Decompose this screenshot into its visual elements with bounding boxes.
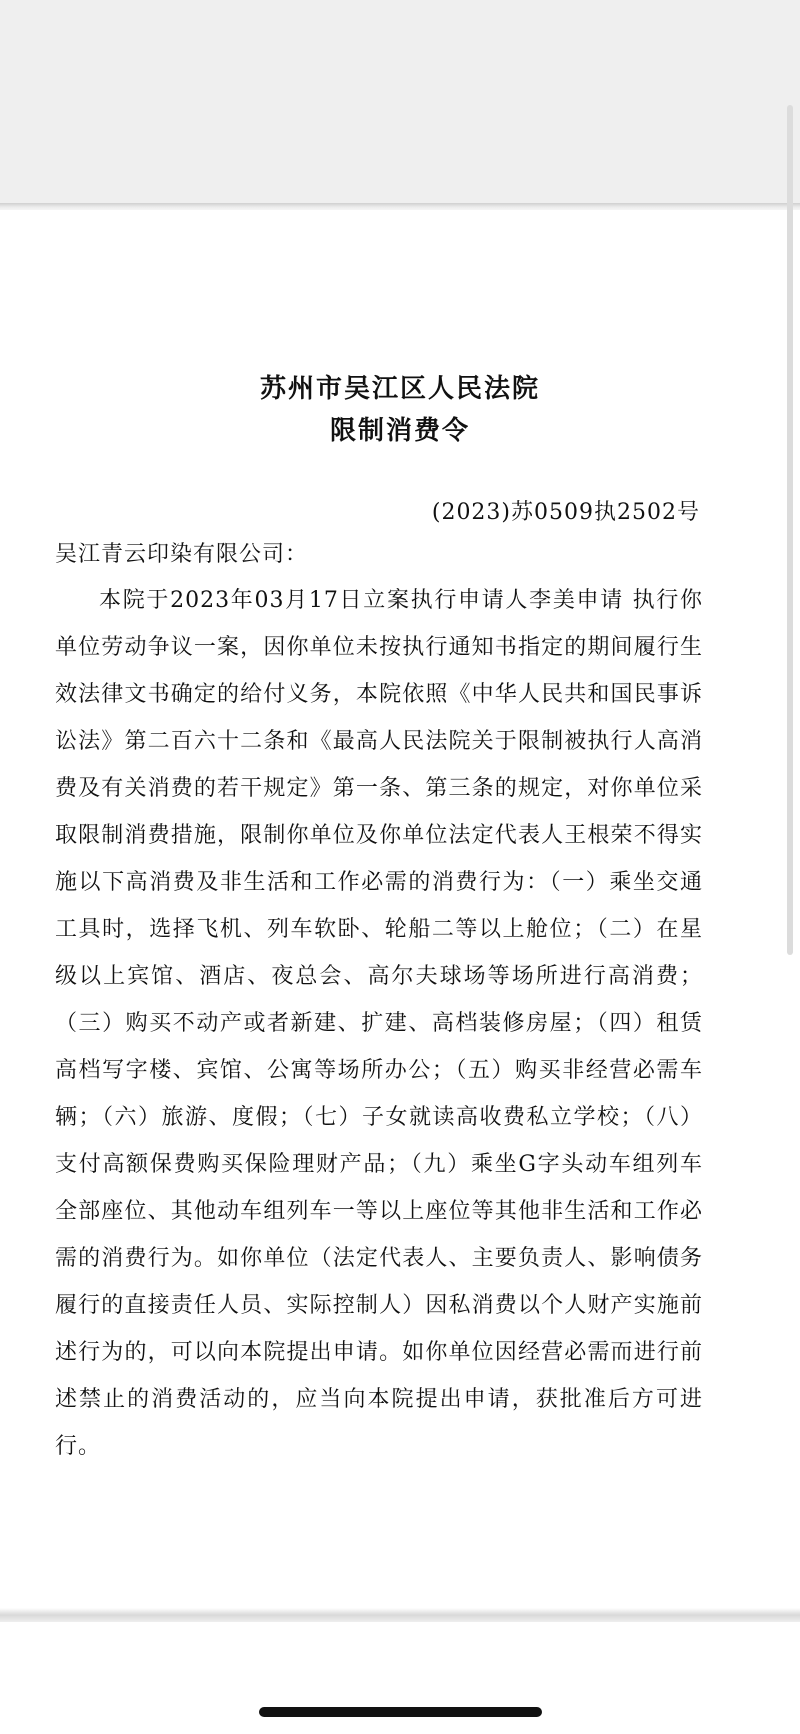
vertical-scrollbar[interactable] bbox=[787, 105, 793, 955]
home-indicator[interactable] bbox=[259, 1707, 542, 1717]
viewer-bottom-background bbox=[0, 1622, 800, 1734]
order-body-text: 本院于2023年03月17日立案执行申请人李美申请 执行你单位劳动争议一案，因你单位未按执行通知书指定的期间履行生效法律文书确定的给付义务，本院依照《中华人民共和国民事诉讼法》第二百六十二条和《最高人民法院关于限制被执行人高消费及有关消费的若干规定》第一条、第三条的规定，对你单位采取限制消费措施，限制你单位及你单位法定代表人王根荣不得实施以下高消费及非生活和工作必需的消费行为：（一）乘坐交通工具时，选择飞机、列车软卧、轮船二等以上舱位；（二）在星级以上宾馆、酒店、夜总会、高尔夫球场等场所进行高消费；（三）购买不动产或者新建、扩建、高档装修房屋；（四）租赁高档写字楼、宾馆、公寓等场所办公；（五）购买非经营必需车辆；（六）旅游、度假；（七）子女就读高收费私立学校；（八）支付高额保费购买保险理财产品；（九）乘坐G字头动车组列车全部座位、其他动车组列车一等以上座位等其他非生活和工作必需的消费行为。如你单位（法定代表人、主要负责人、影响债务履行的直接责任人员、实际控制人）因私消费以个人财产实施前述行为的，可以向本院提出申请。如你单位因经营必需而进行前述禁止的消费活动的，应当向本院提出申请，获批准后方可进行。 bbox=[55, 588, 703, 1459]
page-bottom-edge bbox=[0, 1608, 800, 1622]
court-name: 苏州市吴江区人民法院 bbox=[259, 374, 540, 404]
case-number: (2023)苏0509执2502号 bbox=[431, 500, 700, 525]
viewer-top-background bbox=[0, 0, 800, 205]
addressee: 吴江青云印染有限公司： bbox=[55, 542, 309, 567]
document-title: 限制消费令 bbox=[329, 416, 470, 446]
